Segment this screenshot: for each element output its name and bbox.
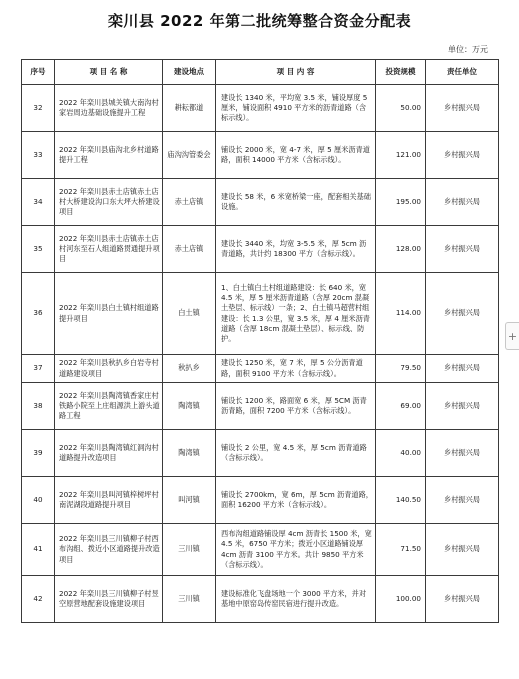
table-row (22, 273, 499, 355)
project-name-cell: 2022 年栾川县白土镇村组道路提升项目 (55, 273, 163, 355)
header-amount: 投资规模 (376, 60, 426, 85)
table-row (22, 226, 499, 273)
row-number: 35 (22, 226, 55, 273)
row-number: 32 (22, 85, 55, 132)
content-cell: 铺设长 1200 米，路面宽 6 米，厚 5CM 沥青沥青路，面积 7200 平方米（含标示线）。 (216, 383, 376, 430)
header-no: 序号 (22, 60, 55, 85)
location-cell: 秋扒乡 (163, 355, 216, 383)
project-name-cell: 2022 年栾川县叫河镇梓树坪村南泥湖段道路提升项目 (55, 477, 163, 524)
amount-cell: 40.00 (376, 430, 426, 477)
project-name-cell: 2022 年栾川县陶湾镇红洞沟村道路提升改造项目 (55, 430, 163, 477)
row-number: 39 (22, 430, 55, 477)
content-cell: 建设长 1250 米，宽 7 米，厚 5 公分沥青道路，面积 9100 平方米（含标示线）。 (216, 355, 376, 383)
row-number: 40 (22, 477, 55, 524)
amount-cell: 195.00 (376, 179, 426, 226)
location-cell: 三川镇 (163, 576, 216, 623)
row-number: 34 (22, 179, 55, 226)
row-number: 41 (22, 524, 55, 576)
table-row (22, 430, 499, 477)
location-cell: 叫河镇 (163, 477, 216, 524)
content-cell: 1、白土镇白土村组道路建设：长 640 米，宽 4.5 米，厚 5 厘米沥青道路（含厚 20cm 混凝土垫层、标示线）一条；2、白土镇马超营村组建设：长 1.3 公里，宽 3.5 米，厚 4 厘米沥青道路（含厚 18cm 混凝土垫层）、标示线、防护。 (216, 273, 376, 355)
responsible-unit-cell: 乡村振兴局 (426, 383, 499, 430)
row-number: 36 (22, 273, 55, 355)
amount-cell: 50.00 (376, 85, 426, 132)
table-row (22, 524, 499, 576)
project-name-cell: 2022 年栾川县城关镇大南沟村家岩周边基础设施提升工程 (55, 85, 163, 132)
amount-cell: 69.00 (376, 383, 426, 430)
header-project-name: 项 目 名 称 (55, 60, 163, 85)
amount-cell: 140.50 (376, 477, 426, 524)
project-name-cell: 2022 年栾川县赤土店镇赤土店村大桥建设沟口东大坪大桥建设项目 (55, 179, 163, 226)
location-cell: 赤土店镇 (163, 179, 216, 226)
allocation-table (21, 59, 499, 623)
responsible-unit-cell: 乡村振兴局 (426, 576, 499, 623)
location-cell: 耕耘都道 (163, 85, 216, 132)
amount-cell: 128.00 (376, 226, 426, 273)
project-name-cell: 2022 年栾川县赤土店镇赤土店村河东至石人组道路贯通提升项目 (55, 226, 163, 273)
responsible-unit-cell: 乡村振兴局 (426, 524, 499, 576)
content-cell: 建设标准化飞盘场地一个 3000 平方米，并对基地中原窑岛传窑民宿进行提升改造。 (216, 576, 376, 623)
content-cell: 铺设长 2700km，宽 6m，厚 5cm 沥青道路，面积 16200 平方米（含标示线）。 (216, 477, 376, 524)
responsible-unit-cell: 乡村振兴局 (426, 132, 499, 179)
expand-side-button[interactable]: + (505, 322, 519, 350)
row-number: 37 (22, 355, 55, 383)
location-cell: 赤土店镇 (163, 226, 216, 273)
amount-cell: 79.50 (376, 355, 426, 383)
responsible-unit-cell: 乡村振兴局 (426, 226, 499, 273)
header-location: 建设地点 (163, 60, 216, 85)
row-number: 42 (22, 576, 55, 623)
location-cell: 陶湾镇 (163, 430, 216, 477)
amount-cell: 100.00 (376, 576, 426, 623)
table-row (22, 85, 499, 132)
project-name-cell: 2022 年栾川县陶湾镇香家庄村铁路小院至上庄组源洪上游头道路工程 (55, 383, 163, 430)
row-number: 38 (22, 383, 55, 430)
document-title: 栾川县 2022 年第二批统筹整合资金分配表 (107, 12, 412, 30)
project-name-cell: 2022 年栾川县庙沟北乡村道路提升工程 (55, 132, 163, 179)
responsible-unit-cell: 乡村振兴局 (426, 85, 499, 132)
content-cell: 西布沟组道路铺设厚 4cm 沥青长 1500 米，宽 4.5 米，6750 平方米；拨近小区道路铺设厚 4cm 沥青 3100 平方米。共计 9850 平方米（含标示线）。 (216, 524, 376, 576)
responsible-unit-cell: 乡村振兴局 (426, 477, 499, 524)
content-cell: 建设长 58 米，6 米宽桥梁一座，配套相关基础设施。 (216, 179, 376, 226)
content-cell: 建设长 1340 米，平均宽 3.5 米，铺设厚度 5 厘米，铺设面积 4910 平方米的沥青道路（含标示线）。 (216, 85, 376, 132)
table-row (22, 477, 499, 524)
table-row (22, 132, 499, 179)
content-cell: 铺设长 2000 米，宽 4-7 米，厚 5 厘米沥青道路，面积 14000 平方米（含标示线）。 (216, 132, 376, 179)
content-cell: 铺设长 2 公里，宽 4.5 米，厚 5cm 沥青道路（含标示线）。 (216, 430, 376, 477)
responsible-unit-cell: 乡村振兴局 (426, 430, 499, 477)
location-cell: 陶湾镇 (163, 383, 216, 430)
header-responsible-unit: 责任单位 (426, 60, 499, 85)
unit-label: 单位：万元 (448, 45, 488, 54)
project-name-cell: 2022 年栾川县三川镇柳子村西布沟组、拨近小区道路提升改造项目 (55, 524, 163, 576)
amount-cell: 71.50 (376, 524, 426, 576)
table-row (22, 576, 499, 623)
responsible-unit-cell: 乡村振兴局 (426, 273, 499, 355)
table-row (22, 355, 499, 383)
amount-cell: 121.00 (376, 132, 426, 179)
location-cell: 三川镇 (163, 524, 216, 576)
header-content: 项 目 内 容 (216, 60, 376, 85)
table-header-row (22, 60, 499, 85)
responsible-unit-cell: 乡村振兴局 (426, 355, 499, 383)
amount-cell: 114.00 (376, 273, 426, 355)
responsible-unit-cell: 乡村振兴局 (426, 179, 499, 226)
location-cell: 白土镇 (163, 273, 216, 355)
content-cell: 建设长 3440 米，均宽 3-5.5 米，厚 5cm 沥青道路，共计约 18300 平方（含标示线）。 (216, 226, 376, 273)
location-cell: 庙沟沟管委会 (163, 132, 216, 179)
table-row (22, 179, 499, 226)
project-name-cell: 2022 年栾川县三川镇柳子村昱空原营地配套设施建设项目 (55, 576, 163, 623)
table-row (22, 383, 499, 430)
project-name-cell: 2022 年栾川县秋扒乡白岩寺村道路建设项目 (55, 355, 163, 383)
row-number: 33 (22, 132, 55, 179)
